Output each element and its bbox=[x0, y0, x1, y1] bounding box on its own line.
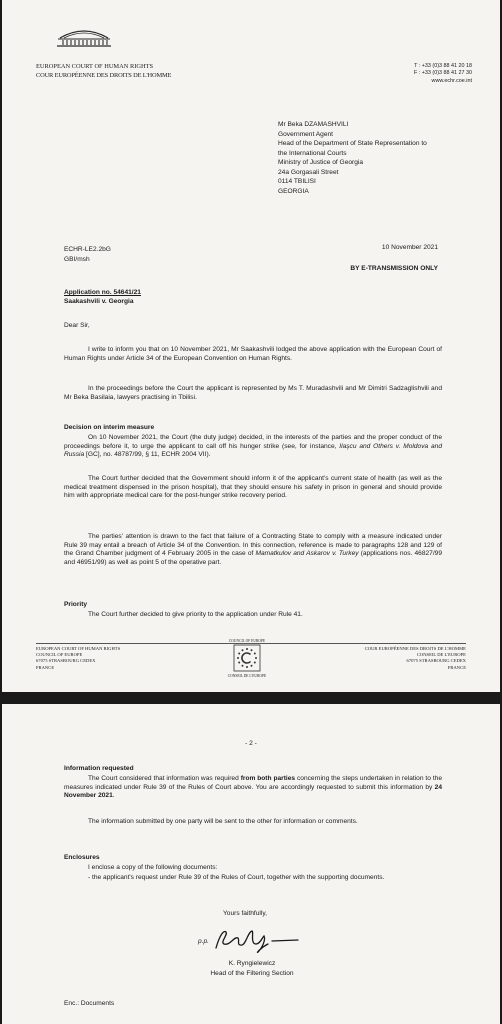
signature-block bbox=[182, 959, 322, 978]
address-line: Mr Beka DZAMASHVILI bbox=[278, 121, 349, 128]
phone-number: T : +33 (0)3 88 41 20 18 bbox=[414, 63, 472, 69]
application-number: Application no. 54641/21 bbox=[64, 289, 141, 296]
recipient-address bbox=[278, 120, 427, 196]
address-line: Ministry of Justice of Georgia bbox=[278, 159, 364, 166]
heading-enclosures: Enclosures bbox=[64, 854, 100, 861]
closing: Yours faithfully, bbox=[223, 910, 267, 917]
footer-line: COUNCIL OF EUROPE bbox=[36, 652, 83, 658]
court-name-fr: COUR EUROPÉENNE DES DROITS DE L'HOMME bbox=[36, 72, 172, 79]
address-line: GEORGIA bbox=[278, 187, 309, 195]
paragraph-3 bbox=[64, 434, 442, 460]
info-paragraph-1 bbox=[64, 775, 442, 801]
footer-line: EUROPEAN COURT OF HUMAN RIGHTS bbox=[36, 646, 121, 651]
footer-line: 67075 STRASBOURG CEDEX bbox=[406, 658, 466, 664]
transmission-note: BY E-TRANSMISSION ONLY bbox=[350, 265, 438, 272]
paragraph-6: The Court further decided to give priority to the application under Rule 41. bbox=[88, 611, 303, 618]
council-of-europe-logo bbox=[233, 644, 261, 672]
reference-block bbox=[64, 245, 111, 265]
paragraph-5-text-end: (applications nos. 46827/99 and 46951/99) as well as point 5 of the operative part. bbox=[64, 550, 442, 566]
footer-line: FRANCE bbox=[36, 664, 55, 670]
info-paragraph-2: The information submitted by one party will be sent to the other for information or comments. bbox=[88, 818, 358, 825]
council-of-europe-label-bottom: CONSEIL DE L'EUROPE bbox=[227, 674, 267, 678]
footer-right bbox=[365, 646, 466, 671]
reference-initials: GBI/msh bbox=[64, 256, 90, 263]
info-deadline: 24 November 2021 bbox=[64, 783, 442, 799]
footer-left bbox=[36, 646, 120, 671]
heading-interim-measure: Decision on interim measure bbox=[64, 424, 155, 431]
case-name: Saakashvili v. Georgia bbox=[64, 298, 134, 305]
footer-line: CONSEIL DE L'EUROPE bbox=[416, 652, 466, 658]
info-text-mid: concerning the steps undertaken in relation to the measures indicated under Rule 39 of the Rules of Court above. You are accordingly requested to submit this information by bbox=[64, 775, 442, 791]
enclosures-item: - the applicant's request under Rule 39 of the Rules of Court, together with the supporting documents. bbox=[88, 874, 385, 881]
enclosures-intro: I enclose a copy of the following documents: bbox=[88, 864, 218, 871]
paragraph-1: I write to inform you that on 10 November 2021, Mr Saakashvili lodged the above application with the European Court of Human Rights under Article 34 of the European Convention on Human Rights. bbox=[64, 346, 442, 362]
page-number: - 2 - bbox=[245, 740, 257, 747]
enclosure-note: Enc.: Documents bbox=[64, 1000, 115, 1007]
contact-block bbox=[414, 63, 472, 85]
info-text-end: . bbox=[112, 792, 115, 799]
case-citation-mamatkulov: Mamatkulov and Askarov v. Turkey bbox=[255, 550, 359, 557]
heading-priority: Priority bbox=[64, 601, 88, 608]
council-of-europe-label-top: COUNCIL OF EUROPE bbox=[228, 639, 266, 643]
court-building-logo bbox=[54, 26, 114, 48]
address-line: the International Courts bbox=[278, 149, 347, 157]
reference-code: ECHR-LE2.2bG bbox=[64, 246, 111, 253]
paragraph-3-text: On 10 November 2021, the Court (the duty judge) decided, in the interests of the parties and the proper conduct of the proceedings before it, to urge the applicant to call off his hunger strike (see, for instance, bbox=[64, 434, 442, 450]
footer-line: FRANCE bbox=[447, 664, 466, 670]
letter-page-2 bbox=[2, 704, 500, 1024]
fax-number: F : +33 (0)3 88 41 27 30 bbox=[414, 70, 472, 77]
court-name-en: EUROPEAN COURT OF HUMAN RIGHTS bbox=[36, 63, 154, 70]
case-citation-ilascu: Ilaşcu and Others v. Moldova and Russia bbox=[64, 442, 442, 458]
paragraph-5-text: The parties' attention is drawn to the fact that failure of a Contracting State to comply with a measure indicated under Rule 39 may entail a breach of Article 34 of the Convention. In this connection, reference is made to paragraphs 128 and 129 of the Grand Chamber judgment of 4 February 2005 in the case of bbox=[64, 533, 442, 557]
signer-name: K. Ryngielewicz bbox=[228, 960, 276, 967]
case-heading bbox=[64, 288, 141, 306]
paragraph-5 bbox=[64, 533, 442, 567]
heading-information-requested: Information requested bbox=[64, 765, 134, 772]
handwritten-signature bbox=[212, 926, 304, 956]
address-line: Head of the Department of State Representation to bbox=[278, 140, 427, 147]
letter-page-1 bbox=[2, 0, 500, 692]
website: www.echr.coe.int bbox=[431, 77, 472, 84]
footer-line: 67075 STRASBOURG CEDEX bbox=[36, 658, 96, 664]
salutation: Dear Sir, bbox=[64, 322, 90, 329]
paragraph-4: The Court further decided that the Government should inform it of the applicant's current state of health (as well as the medical treatment dispensed in the prison hospital), that they should ensure his safety in prison in general and should provide him with appropriate medical care for the post-hunger strike recovery period. bbox=[64, 475, 442, 499]
address-line: 0114 TBILISI bbox=[278, 178, 316, 185]
court-name bbox=[36, 62, 171, 80]
info-text: The Court considered that information was required bbox=[88, 775, 241, 782]
footer-line: COUR EUROPÉENNE DES DROITS DE L'HOMME bbox=[364, 646, 466, 651]
address-line: Government Agent bbox=[278, 130, 333, 138]
paragraph-2: In the proceedings before the Court the applicant is represented by Ms T. Muradashvili and Mr Dimitri Sadzaglishvili and Mr Beka Basilaia, lawyers practising in Tbilisi. bbox=[64, 385, 442, 401]
info-emphasis-parties: from both parties bbox=[240, 775, 296, 782]
signature-prefix: p.p. bbox=[198, 938, 209, 945]
letter-date: 10 November 2021 bbox=[381, 244, 438, 251]
address-line: 24a Gorgasali Street bbox=[278, 168, 339, 176]
signer-title: Head of the Filtering Section bbox=[210, 969, 294, 977]
paragraph-3-text-end: [GC], no. 48787/99, § 11, ECHR 2004 VII). bbox=[84, 451, 211, 458]
